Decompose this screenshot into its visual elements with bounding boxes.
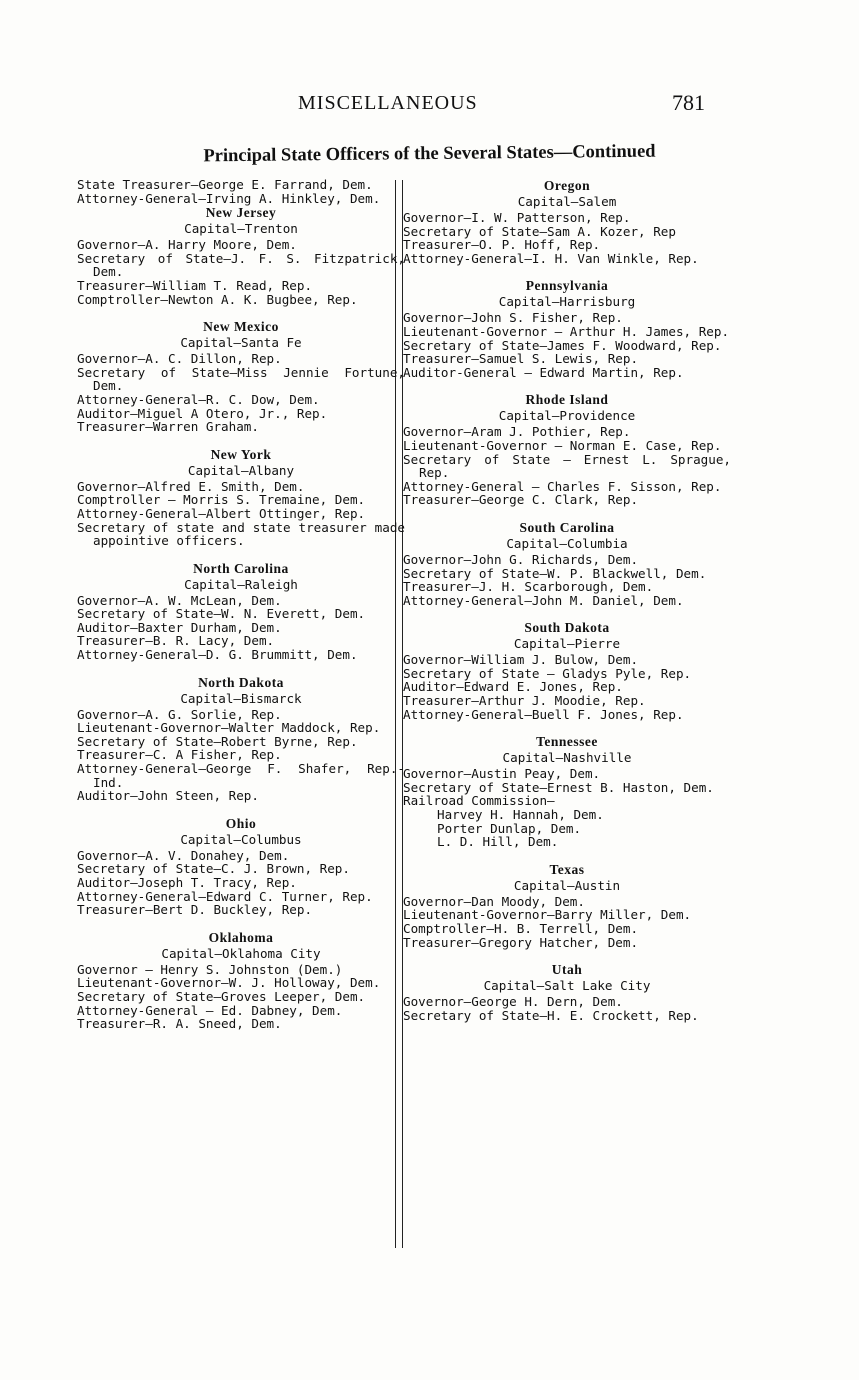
state-section — [403, 862, 731, 949]
officer-entry: Governor—I. W. Patterson, Rep. — [403, 210, 631, 225]
state-capital: Capital—Oklahoma City — [161, 945, 321, 961]
state-section — [77, 930, 405, 1031]
state-capital: Capital—Harrisburg — [498, 294, 636, 310]
officer-entry: Attorney-General—Edward C. Turner, Rep. — [77, 888, 373, 904]
officer-entry: Attorney-General—George F. Shafer, Rep.-Ind. — [77, 761, 405, 790]
officer-entry: Governor—Austin Peay, Dem. — [403, 766, 601, 782]
officer-entry: Auditor—John Steen, Rep. — [77, 788, 259, 804]
state-heading: Oklahoma — [208, 929, 274, 945]
state-heading: South Carolina — [519, 519, 615, 535]
officer-entry: Secretary of State—W. P. Blackwell, Dem. — [403, 565, 707, 581]
officer-entry: Secretary of State—Ernest B. Haston, Dem. — [403, 779, 714, 795]
officer-entry: Governor—George H. Dern, Dem. — [403, 994, 623, 1010]
officer-entry: Comptroller—Newton A. K. Bugbee, Rep. — [77, 291, 358, 307]
officer-entry: Railroad Commission— — [403, 793, 555, 809]
officer-entry: Treasurer—J. H. Scarborough, Dem. — [403, 579, 654, 595]
officer-entry: Treasurer—Bert D. Buckley, Rep. — [77, 902, 313, 918]
page-number: 781 — [672, 90, 705, 115]
state-capital: Capital—Albany — [187, 462, 295, 478]
officer-entry: Attorney-General—John M. Daniel, Dem. — [403, 592, 684, 608]
officer-entry: Auditor—Edward E. Jones, Rep. — [403, 679, 623, 695]
officer-entry: Governor—Dan Moody, Dem. — [403, 893, 585, 909]
officer-entry: Attorney-General—Albert Ottinger, Rep. — [77, 505, 366, 521]
officer-entry: Treasurer—O. P. Hoff, Rep. — [403, 237, 601, 253]
officer-entry: Governor — Henry S. Johnston (Dem.) — [77, 961, 343, 977]
officer-entry: State Treasurer—George E. Farrand, Dem. — [77, 177, 373, 192]
state-section — [403, 178, 731, 265]
officer-entry: Lieutenant-Governor—Walter Maddock, Rep. — [77, 720, 381, 736]
officer-entry: Secretary of State—James F. Woodward, Rep. — [403, 337, 722, 353]
officer-entry: Auditor—Miguel A Otero, Jr., Rep. — [77, 405, 328, 421]
officer-entry: Secretary of State—Robert Byrne, Rep. — [77, 733, 358, 749]
officer-entry: Governor—Aram J. Pothier, Rep. — [403, 424, 631, 440]
officer-entry: Treasurer—C. A Fisher, Rep. — [77, 747, 282, 763]
state-heading: Rhode Island — [525, 392, 609, 408]
officer-entry: Auditor—Joseph T. Tracy, Rep. — [77, 875, 297, 890]
officer-entry: Comptroller—H. B. Terrell, Dem. — [403, 921, 639, 936]
officer-entry: Attorney-General—I. H. Van Winkle, Rep. — [403, 250, 699, 266]
state-capital: Capital—Columbus — [180, 831, 302, 847]
officer-entry: Treasurer—Gregory Hatcher, Dem. — [403, 934, 639, 950]
right-column — [403, 178, 731, 1022]
left-column — [77, 178, 405, 1031]
state-heading: Utah — [551, 962, 583, 978]
officer-entry: Governor—William J. Bulow, Dem. — [403, 652, 639, 668]
officer-entry: Attorney-General—Buell F. Jones, Rep. — [403, 706, 684, 722]
state-capital: Capital—Pierre — [513, 636, 621, 652]
state-capital: Capital—Bismarck — [180, 690, 302, 706]
officer-entry: Governor—Alfred E. Smith, Dem. — [77, 478, 305, 494]
state-capital: Capital—Salem — [517, 194, 617, 209]
state-heading: New Mexico — [203, 319, 279, 335]
state-heading: Texas — [549, 861, 585, 877]
state-capital: Capital—Nashville — [502, 750, 632, 766]
officer-entry: Secretary of State—Sam A. Kozer, Rep — [403, 223, 676, 239]
state-heading: Oregon — [543, 178, 591, 193]
officer-entry: Treasurer—George C. Clark, Rep. — [403, 492, 639, 508]
commission-member: Porter Dunlap, Dem. — [437, 820, 582, 836]
state-section — [403, 278, 731, 379]
state-heading: Pennsylvania — [525, 278, 609, 294]
officer-entry: Treasurer—R. A. Sneed, Dem. — [77, 1016, 282, 1032]
state-section — [77, 205, 405, 306]
state-heading: New York — [210, 446, 272, 462]
state-heading: North Carolina — [193, 560, 289, 576]
state-section — [403, 962, 731, 1022]
officer-entry: Secretary of State—Miss Jennie Fortune, Dem. — [77, 364, 405, 394]
officer-entry: Secretary of State—J. F. S. Fitzpatrick, Dem. — [77, 250, 405, 280]
continued-entries — [77, 178, 405, 205]
officer-entry: Governor—A. Harry Moore, Dem. — [77, 237, 297, 253]
state-capital: Capital—Providence — [498, 408, 636, 424]
officer-entry: Comptroller — Morris S. Tremaine, Dem. — [77, 492, 366, 508]
state-section — [77, 319, 405, 434]
officer-entry: Governor—A. W. McLean, Dem. — [77, 592, 282, 608]
running-head: MISCELLANEOUS — [298, 92, 478, 114]
officer-entry: Treasurer—Samuel S. Lewis, Rep. — [403, 351, 639, 367]
officer-entry: Secretary of State — Ernest L. Sprague, Rep. — [403, 451, 731, 481]
page-header — [0, 92, 859, 122]
state-section — [77, 561, 405, 662]
officer-entry: Secretary of State — Gladys Pyle, Rep. — [403, 665, 692, 681]
officer-entry: Treasurer—William T. Read, Rep. — [77, 277, 313, 293]
officer-entry: Secretary of State—W. N. Everett, Dem. — [77, 606, 366, 622]
officer-entry: Treasurer—B. R. Lacy, Dem. — [77, 633, 275, 649]
officer-entry: Treasurer—Arthur J. Moodie, Rep. — [403, 693, 646, 709]
commission-member: Harvey H. Hannah, Dem. — [437, 807, 604, 823]
state-capital: Capital—Salt Lake City — [483, 978, 651, 994]
state-capital: Capital—Trenton — [184, 221, 298, 237]
state-capital: Capital—Columbia — [506, 535, 628, 551]
state-section — [403, 392, 731, 507]
officer-entry: Lieutenant-Governor — Arthur H. James, Rep. — [403, 323, 730, 339]
state-section — [403, 520, 731, 607]
officer-entry: Treasurer—Warren Graham. — [77, 419, 259, 435]
officer-entry: Lieutenant-Governor — Norman E. Case, Rep. — [403, 437, 722, 453]
state-section — [403, 734, 731, 849]
officer-entry: Secretary of State—Groves Leeper, Dem. — [77, 988, 366, 1004]
officer-entry: Governor—A. G. Sorlie, Rep. — [77, 706, 282, 722]
officer-entry: Attorney-General — Charles F. Sisson, Rep. — [403, 478, 722, 494]
officer-entry: Governor—John G. Richards, Dem. — [403, 551, 639, 567]
officer-entry: Attorney-General — Ed. Dabney, Dem. — [77, 1002, 343, 1018]
officer-entry: Governor—A. V. Donahey, Dem. — [77, 847, 290, 863]
state-section — [77, 675, 405, 803]
officer-entry: Attorney-General—R. C. Dow, Dem. — [77, 391, 320, 407]
state-section — [77, 447, 405, 548]
officer-entry: Auditor—Baxter Durham, Dem. — [77, 619, 282, 635]
officer-entry: Lieutenant-Governor—Barry Miller, Dem. — [403, 907, 692, 923]
officer-entry: Secretary of State—C. J. Brown, Rep. — [77, 861, 350, 877]
state-heading: Tennessee — [536, 734, 598, 750]
officer-entry: Secretary of State—H. E. Crockett, Rep. — [403, 1007, 699, 1023]
state-heading: Ohio — [225, 815, 257, 831]
officer-entry: Governor—John S. Fisher, Rep. — [403, 310, 623, 326]
officer-entry: Attorney-General—Irving A. Hinkley, Dem. — [77, 190, 381, 206]
state-heading: New Jersey — [205, 205, 277, 221]
officer-entry: Lieutenant-Governor—W. J. Holloway, Dem. — [77, 975, 381, 991]
officer-entry: Attorney-General—D. G. Brummitt, Dem. — [77, 647, 358, 663]
page-title: Principal State Officers of the Several States—Continued — [203, 141, 656, 167]
commission-member: L. D. Hill, Dem. — [437, 834, 559, 850]
state-capital: Capital—Austin — [513, 877, 621, 893]
state-capital: Capital—Raleigh — [184, 576, 298, 592]
officer-entry: Auditor-General — Edward Martin, Rep. — [403, 364, 684, 380]
state-capital: Capital—Santa Fe — [180, 335, 302, 351]
officer-entry: Secretary of state and state treasurer made appointive officers. — [77, 519, 405, 549]
officer-entry: Governor—A. C. Dillon, Rep. — [77, 351, 282, 367]
state-section — [403, 620, 731, 721]
state-heading: South Dakota — [524, 620, 610, 636]
state-heading: North Dakota — [198, 674, 284, 690]
state-section — [77, 816, 405, 917]
